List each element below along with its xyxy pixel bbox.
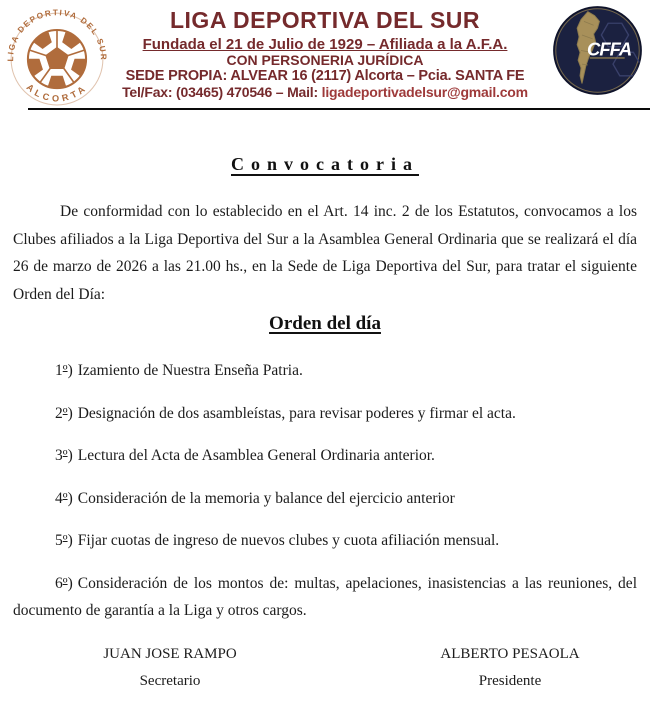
legal-line: CON PERSONERIA JURÍDICA [226, 52, 424, 68]
soccer-ball-icon [6, 4, 108, 106]
agenda-item [13, 400, 637, 428]
signatory-name: ALBERTO PESAOLA [440, 645, 580, 662]
agenda-heading: Orden del día [269, 313, 381, 334]
club-logo [6, 4, 108, 106]
club-logo-city-text: ALCORTA [24, 82, 90, 104]
email-link[interactable]: ligadeportivadelsur@gmail.com [321, 84, 528, 100]
contact-prefix: Tel/Fax: (03465) 470546 – Mail: [122, 84, 322, 100]
agenda-item-text: Lectura del Acta de Asamblea General Ordinaria anterior. [77, 447, 435, 464]
agenda-item-text: Fijar cuotas de ingreso de nuevos clubes y cuota afiliación mensual. [77, 532, 500, 549]
letterhead [0, 0, 650, 108]
agenda-item-number: 4º) [55, 489, 73, 507]
header-divider [28, 108, 650, 110]
agenda-item-text: Designación de dos asambleístas, para revisar poderes y firmar el acta. [77, 404, 516, 422]
address-line: SEDE PROPIA: ALVEAR 16 (2117) Alcorta – Pcia. SANTA FE [125, 68, 525, 84]
signature-president [410, 641, 610, 695]
agenda-item-number: 6º) [55, 574, 73, 592]
agenda-item [13, 442, 637, 470]
signatory-role: Presidente [478, 672, 542, 689]
agenda-list [0, 357, 650, 625]
document-title: Convocatoria [231, 154, 419, 174]
agenda-item-text: Izamiento de Nuestra Enseña Patria. [77, 362, 303, 379]
agenda-item [13, 357, 637, 385]
agenda-item-number: 2º) [55, 404, 73, 422]
agenda-item-number: 3º) [55, 447, 73, 464]
org-title: LIGA DEPORTIVA DEL SUR [169, 7, 481, 33]
signatory-name: JUAN JOSE RAMPO [103, 645, 237, 662]
founded-line: Fundada el 21 de Julio de 1929 – Afiliada a la A.F.A. [142, 36, 508, 53]
agenda-item-number: 5º) [55, 532, 73, 549]
agenda-item-text: Consideración de los montos de: multas, apelaciones, inasistencias a las reuniones, del documento de garantía a la Liga y otros cargos. [13, 574, 637, 619]
intro-paragraph: De conformidad con lo establecido en el Art. 14 inc. 2 de los Estatutos, convocamos a los Clubes afiliados a la Liga Deportiva del Sur a la Asamblea General Ordinaria que se realizará el día 26 de marzo de 2026 a las 21.00 hs., en la Sede de Liga Deportiva del Sur, para tratar el siguiente Orden del Día: [13, 203, 637, 303]
agenda-item [13, 527, 637, 555]
federation-logo [549, 2, 646, 99]
signature-secretary [70, 641, 270, 695]
agenda-item-number: 1º) [55, 362, 73, 379]
agenda-item [13, 570, 637, 625]
signatory-role: Secretario [139, 672, 201, 689]
club-logo-arc-text: LIGA DEPORTIVA DEL SUR [6, 8, 108, 62]
agenda-item-text: Consideración de la memoria y balance del ejercicio anterior [77, 489, 455, 507]
cffa-emblem-icon [549, 2, 646, 99]
federation-logo-text: CFFA [587, 38, 632, 60]
signature-row [70, 641, 610, 695]
agenda-item [13, 485, 637, 513]
